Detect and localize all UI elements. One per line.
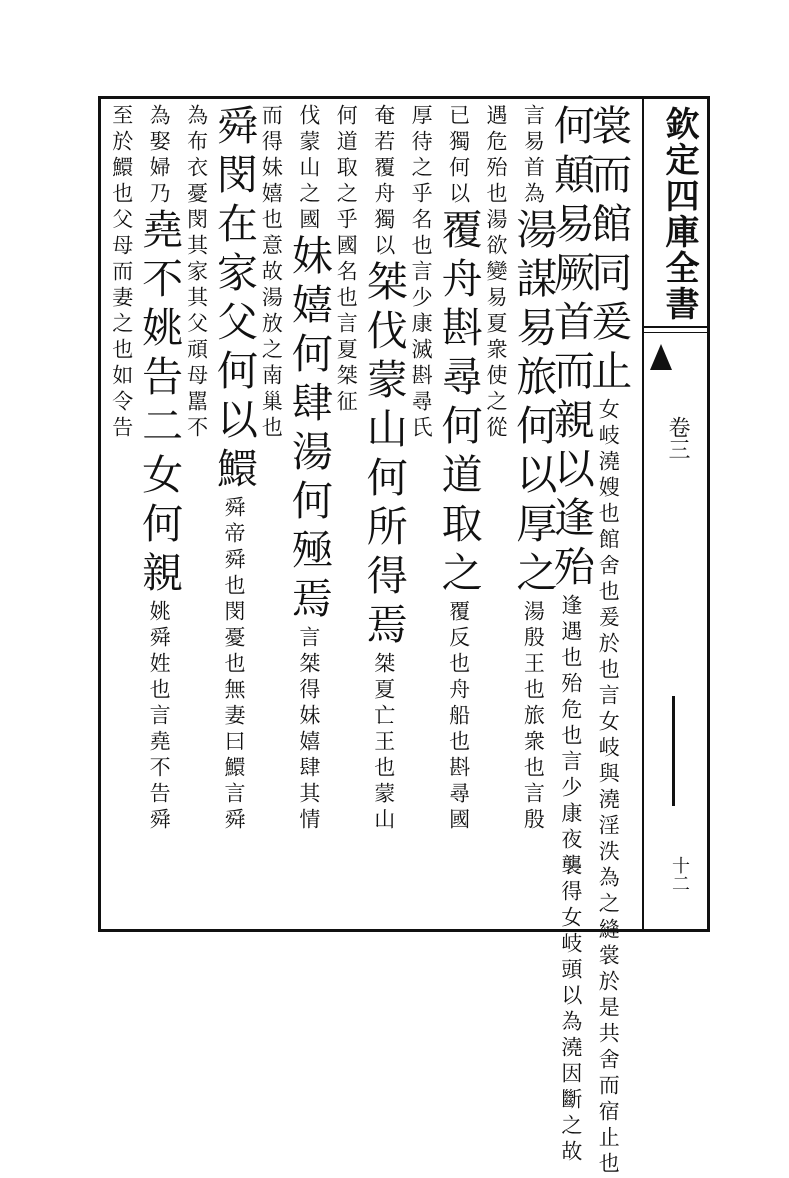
text-column xyxy=(210,104,258,834)
text-column xyxy=(284,104,333,834)
main-text: 堯不姚告二女何親 xyxy=(135,208,184,600)
commentary-text: 意故湯放之南巢也 xyxy=(259,234,284,442)
text-column xyxy=(509,104,558,834)
commentary-text: 姚舜姓也言堯不告舜 xyxy=(147,600,172,834)
commentary-text: 湯殷王也旅衆也言殷 xyxy=(521,600,546,834)
text-column xyxy=(111,104,132,442)
commentary-text: 奄若覆舟獨以 xyxy=(371,104,396,260)
main-text: 何顛易厥首而親以逢殆 xyxy=(546,104,595,594)
main-text: 舜閔在家父何以鱞 xyxy=(210,104,258,496)
commentary-text: 覆反也舟船也斟尋國 xyxy=(446,600,471,834)
text-column xyxy=(434,104,483,834)
margin-rule xyxy=(644,326,710,328)
commentary-text: 至於鱞也 xyxy=(109,104,134,208)
main-text: 覆舟斟尋何道取之 xyxy=(434,208,483,600)
commentary-text: 伐蒙山之國 xyxy=(296,104,321,234)
fold-line xyxy=(672,696,675,806)
commentary-text: 厚待之乎 xyxy=(409,104,434,208)
commentary-text: 何道取之乎 xyxy=(334,104,359,234)
commentary-text: 舜帝舜也閔憂也無妻曰鱞言舜 xyxy=(222,496,246,834)
commentary-text: 逢遇也殆危也言少康夜襲得女岐頭以為澆因斷之故 xyxy=(558,594,583,1166)
commentary-text: 父母而妻之也如令告 xyxy=(109,208,134,442)
text-column xyxy=(409,104,434,442)
commentary-text: 為布衣憂閔其家其父頑母嚚不 xyxy=(184,104,209,442)
main-text: 裳而館同爰止 xyxy=(584,104,633,398)
text-column xyxy=(359,104,408,834)
commentary-text: 而得妹嬉也 xyxy=(259,104,284,234)
commentary-text: 名也言少康滅斟尋氏 xyxy=(409,208,434,442)
commentary-text: 已獨何以 xyxy=(446,104,471,208)
book-title: 欽定四庫全書 xyxy=(659,106,699,322)
commentary-text: 言易首為 xyxy=(521,104,546,208)
commentary-text: 言桀得妹嬉肆其情 xyxy=(296,626,321,834)
text-column xyxy=(259,104,284,442)
page-number: 十二 xyxy=(669,856,690,892)
margin-strip xyxy=(644,96,710,932)
commentary-text: 國名也言夏桀征 xyxy=(334,234,359,416)
text-column xyxy=(186,104,207,442)
main-text: 湯謀易旅何以厚之 xyxy=(509,208,558,600)
commentary-text: 遇危殆也 xyxy=(484,104,508,208)
commentary-text: 湯欲變易夏衆使之從 xyxy=(484,208,508,442)
margin-rule xyxy=(644,332,710,333)
text-column xyxy=(334,104,359,416)
main-text: 桀伐蒙山何所得焉 xyxy=(359,260,408,652)
text-column xyxy=(135,104,184,834)
commentary-text: 桀夏亡王也蒙山 xyxy=(371,652,396,834)
main-text: 妹嬉何肆湯何殛焉 xyxy=(284,234,333,626)
volume-label: 卷三 xyxy=(665,416,690,460)
fish-tail-mark-icon xyxy=(650,344,672,370)
commentary-text: 為娶婦乃 xyxy=(147,104,172,208)
commentary-text: 女岐澆嫂也館舍也爰於也言女岐與澆淫泆為之縫裳於是共舍而宿止也 xyxy=(596,398,621,1178)
text-column xyxy=(485,104,506,442)
